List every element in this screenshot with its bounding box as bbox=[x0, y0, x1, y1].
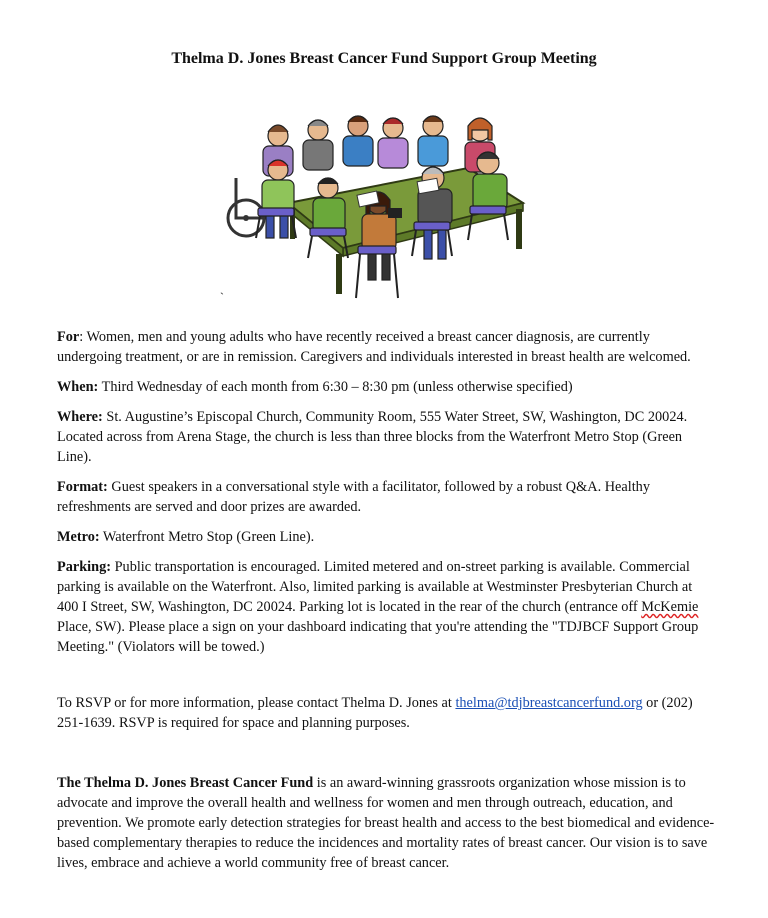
parking-label: Parking: bbox=[57, 559, 112, 575]
for-text: : Women, men and young adults who have recently received a breast cancer diagnosis, are currently undergoing treatment, or are in remission. Caregivers and individuals interested in breast health are welcomed. bbox=[57, 329, 691, 365]
where-paragraph bbox=[57, 407, 717, 467]
for-label: For bbox=[57, 329, 80, 345]
about-paragraph bbox=[57, 773, 717, 873]
format-paragraph bbox=[57, 477, 717, 517]
where-label: Where: bbox=[57, 409, 103, 425]
about-label: The Thelma D. Jones Breast Cancer Fund bbox=[57, 775, 314, 791]
where-text: St. Augustine’s Episcopal Church, Community Room, 555 Water Street, SW, Washington, DC 20024. Located across from Arena Stage, the church is less than three blocks from the Waterfront Metro Stop (Green Line). bbox=[57, 409, 688, 465]
for-paragraph bbox=[57, 327, 717, 367]
parking-paragraph bbox=[57, 557, 717, 657]
misspelled-word: McKemie bbox=[641, 599, 699, 615]
stray-mark: ` bbox=[220, 290, 224, 304]
email-link[interactable]: thelma@tdjbreastcancerfund.org bbox=[455, 695, 643, 711]
format-label: Format: bbox=[57, 479, 108, 495]
rsvp-paragraph bbox=[57, 693, 717, 733]
when-text: Third Wednesday of each month from 6:30 – 8:30 pm (unless otherwise specified) bbox=[98, 379, 573, 395]
document-body bbox=[57, 327, 717, 883]
parking-text-b: Place, SW). Please place a sign on your dashboard indicating that you're attending the "TDJBCF Support Group Meeting." (Violators will be towed.) bbox=[57, 619, 699, 655]
parking-text-a: Public transportation is encouraged. Limited metered and on-street parking is available. Commercial parking is available on the Waterfront. Also, limited parking is available at Westminster Presbyterian Church at 400 I Street, SW, Washington, DC 20024. Parking lot is located in the rear of the church (entrance off bbox=[57, 559, 693, 615]
when-paragraph bbox=[57, 377, 717, 397]
support-group-meeting-illustration bbox=[218, 108, 544, 308]
metro-label: Metro: bbox=[57, 529, 100, 545]
page-title: Thelma D. Jones Breast Cancer Fund Support Group Meeting bbox=[171, 50, 597, 67]
metro-text: Waterfront Metro Stop (Green Line). bbox=[99, 529, 315, 545]
rsvp-text-b: or (202) 251-1639. RSVP is required for space and planning purposes. bbox=[57, 695, 693, 731]
when-label: When: bbox=[57, 379, 99, 395]
format-text: Guest speakers in a conversational style with a facilitator, followed by a robust Q&A. Healthy refreshments are served and door prizes are awarded. bbox=[57, 479, 650, 515]
rsvp-text-a: To RSVP or for more information, please contact Thelma D. Jones at bbox=[57, 695, 456, 711]
metro-paragraph bbox=[57, 527, 717, 547]
about-text: is an award-winning grassroots organization whose mission is to advocate and improve the overall health and wellness for women and men through outreach, education, and prevention. We promote early detection strategies for breast health and access to the best biomedical and evidence-based complementary therapies to reduce the incidences and mortality rates of breast cancer. Our vision is to save lives, embrace and achieve a world community free of breast cancer. bbox=[57, 775, 715, 871]
